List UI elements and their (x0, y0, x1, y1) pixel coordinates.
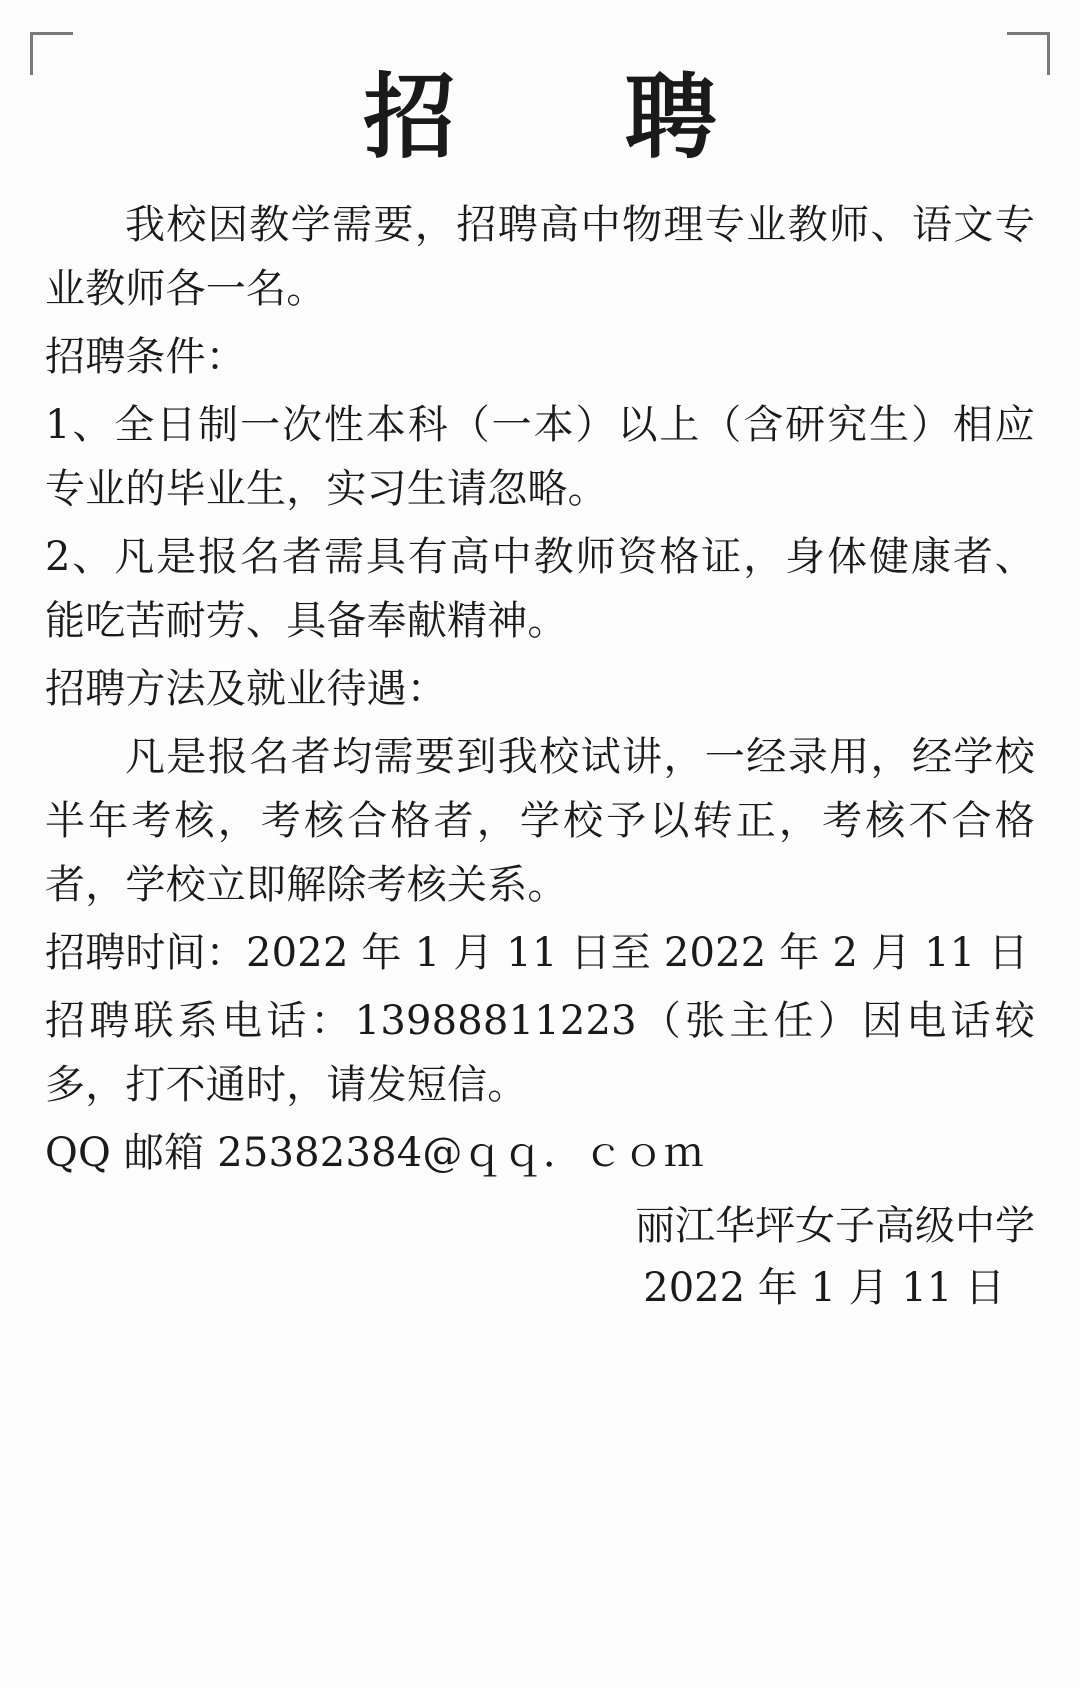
paragraph-method-body: 凡是报名者均需要到我校试讲，一经录用，经学校半年考核，考核合格者，学校予以转正，考核不合格者，学校立即解除考核关系。 (45, 734, 1035, 908)
paragraph-intro: 我校因教学需要，招聘高中物理专业教师、语文专业教师各一名。 (45, 202, 1035, 312)
signature-date: 2022 年 1 月 11 日 (643, 1265, 1005, 1311)
document-body (45, 60, 1035, 1319)
paragraph-condition-2: 2、凡是报名者需具有高中教师资格证，身体健康者、能吃苦耐劳、具备奉献精神。 (45, 534, 1035, 644)
paragraph-contact-phone: 招聘联系电话：13988811223（张主任）因电话较多，打不通时，请发短信。 (45, 998, 1035, 1108)
paragraph-method-heading: 招聘方法及就业待遇： (45, 666, 447, 712)
page-title: 招 聘 (363, 63, 756, 171)
paragraph-conditions-heading: 招聘条件： (45, 334, 246, 380)
signature-organization: 丽江华坪女子高级中学 (635, 1203, 1035, 1249)
signature-block (45, 1195, 1035, 1319)
paragraph-condition-1: 1、全日制一次性本科（一本）以上（含研究生）相应专业的毕业生，实习生请忽略。 (45, 402, 1035, 512)
paragraph-qq-email: QQ 邮箱 25382384@ｑｑ．ｃｏｍ (45, 1130, 704, 1176)
paragraph-recruit-time: 招聘时间：2022 年 1 月 11 日至 2022 年 2 月 11 日 (45, 930, 1029, 976)
